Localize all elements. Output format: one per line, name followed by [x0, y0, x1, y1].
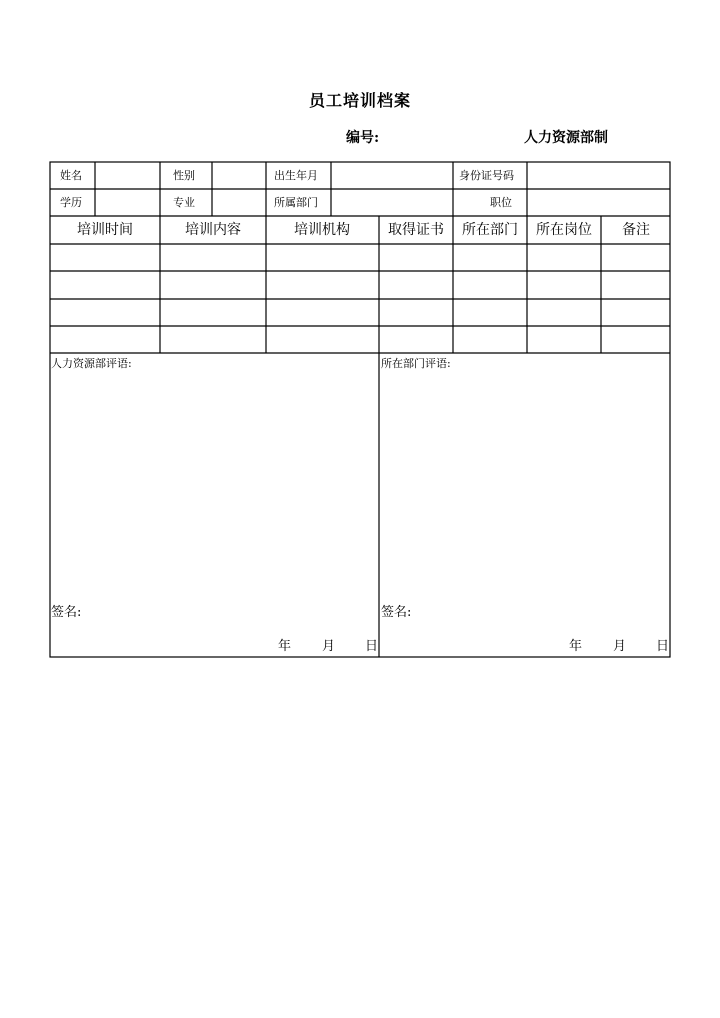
header-training-content: 培训内容: [185, 222, 241, 238]
dept-date-year: 年: [569, 639, 583, 654]
header-certificate: 取得证书: [388, 222, 444, 238]
name-label: 姓名: [60, 169, 82, 182]
header-training-time: 培训时间: [77, 222, 133, 238]
page-title: 员工培训档案: [308, 91, 411, 110]
dept-comment-label: 所在部门评语:: [381, 357, 451, 370]
issuer-label: 人力资源部制: [524, 130, 608, 146]
dept-signature-label: 签名:: [381, 605, 412, 620]
hr-signature-label: 签名:: [51, 605, 82, 620]
hr-date-month: 月: [322, 639, 336, 654]
hr-comment-label: 人力资源部评语:: [51, 357, 132, 370]
header-training-institution: 培训机构: [294, 222, 350, 238]
dept-date-month: 月: [613, 639, 627, 654]
header-remarks: 备注: [622, 222, 650, 238]
department-label: 所属部门: [274, 196, 318, 209]
position-label: 职位: [490, 196, 512, 209]
dept-date-day: 日: [656, 639, 670, 654]
education-label: 学历: [60, 196, 82, 209]
major-label: 专业: [173, 196, 195, 209]
serial-number-label: 编号:: [346, 130, 380, 146]
hr-date-year: 年: [278, 639, 292, 654]
gender-label: 性别: [173, 169, 195, 182]
header-department: 所在部门: [462, 222, 518, 238]
header-post: 所在岗位: [536, 222, 592, 238]
birth-date-label: 出生年月: [274, 169, 318, 182]
hr-date-day: 日: [365, 639, 379, 654]
id-number-label: 身份证号码: [459, 169, 514, 182]
